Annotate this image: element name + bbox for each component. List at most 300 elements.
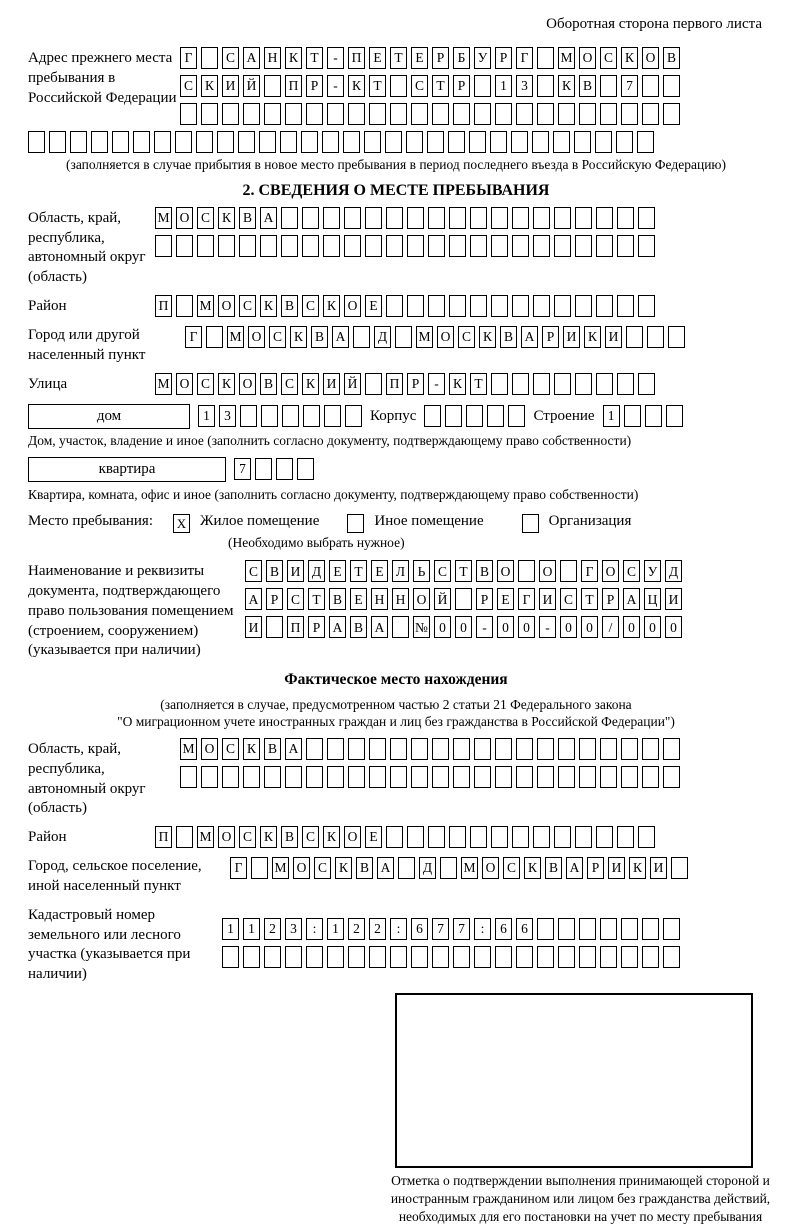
cell-row bbox=[180, 766, 680, 788]
char-cell bbox=[180, 103, 197, 125]
char-cell bbox=[428, 295, 445, 317]
fact-note-line1: (заполняется в случае, предусмотренном частью 2 статьи 21 Федерального закона bbox=[160, 697, 632, 713]
char-cell: О bbox=[482, 857, 499, 879]
char-cell bbox=[302, 235, 319, 257]
char-cell bbox=[301, 131, 318, 153]
char-cell bbox=[596, 826, 613, 848]
char-cell: Р bbox=[587, 857, 604, 879]
cell-row bbox=[245, 616, 682, 638]
char-cell bbox=[596, 207, 613, 229]
char-cell: К bbox=[524, 857, 541, 879]
char-cell bbox=[621, 918, 638, 940]
char-cell: Т bbox=[308, 588, 325, 610]
char-cell: Е bbox=[369, 47, 386, 69]
char-cell: О bbox=[248, 326, 265, 348]
char-cell bbox=[369, 738, 386, 760]
char-cell: И bbox=[323, 373, 340, 395]
char-cell bbox=[638, 373, 655, 395]
char-cell bbox=[617, 826, 634, 848]
char-cell: К bbox=[243, 738, 260, 760]
char-cell: Н bbox=[264, 47, 281, 69]
char-cell: И bbox=[222, 75, 239, 97]
char-cell: К bbox=[302, 373, 319, 395]
char-cell bbox=[466, 405, 483, 427]
char-cell: Б bbox=[453, 47, 470, 69]
char-cell: 0 bbox=[497, 616, 514, 638]
char-cell bbox=[176, 826, 193, 848]
char-cell bbox=[663, 103, 680, 125]
char-cell bbox=[407, 235, 424, 257]
char-cell bbox=[154, 131, 171, 153]
char-cell bbox=[491, 235, 508, 257]
doc-cell-rows bbox=[245, 560, 682, 638]
char-cell: В bbox=[329, 588, 346, 610]
char-cell: К bbox=[285, 47, 302, 69]
char-cell bbox=[474, 946, 491, 968]
char-cell bbox=[491, 826, 508, 848]
char-cell: 7 bbox=[234, 458, 251, 480]
char-cell bbox=[575, 373, 592, 395]
char-cell: С bbox=[281, 373, 298, 395]
char-cell: О bbox=[176, 373, 193, 395]
char-cell: 0 bbox=[518, 616, 535, 638]
char-cell: 3 bbox=[219, 405, 236, 427]
char-cell bbox=[474, 103, 491, 125]
option-label-org: Организация bbox=[548, 513, 632, 530]
char-cell: О bbox=[497, 560, 514, 582]
char-cell bbox=[369, 766, 386, 788]
char-cell bbox=[495, 766, 512, 788]
char-cell: К bbox=[348, 75, 365, 97]
char-cell: А bbox=[623, 588, 640, 610]
char-cell: Н bbox=[392, 588, 409, 610]
char-cell bbox=[155, 235, 172, 257]
char-cell bbox=[474, 766, 491, 788]
char-cell bbox=[487, 405, 504, 427]
char-cell bbox=[537, 47, 554, 69]
char-cell: П bbox=[285, 75, 302, 97]
fact-oblast-block bbox=[28, 738, 764, 819]
kvartira-caption: Квартира, комната, офис и иное (заполнить согласно документу, подтверждающему право собственности) bbox=[28, 486, 639, 502]
char-cell bbox=[600, 918, 617, 940]
char-cell bbox=[395, 326, 412, 348]
char-cell bbox=[285, 103, 302, 125]
char-cell bbox=[240, 405, 257, 427]
char-cell: Т bbox=[470, 373, 487, 395]
char-cell: М bbox=[558, 47, 575, 69]
char-cell: И bbox=[287, 560, 304, 582]
char-cell: 7 bbox=[432, 918, 449, 940]
char-cell bbox=[390, 75, 407, 97]
char-cell: О bbox=[539, 560, 556, 582]
char-cell: Е bbox=[411, 47, 428, 69]
char-cell bbox=[663, 75, 680, 97]
char-cell bbox=[537, 738, 554, 760]
char-cell bbox=[537, 766, 554, 788]
fact-note-line2: "О миграционном учете иностранных граждан и лиц без гражданства в Российской Федерации") bbox=[117, 714, 675, 730]
char-cell bbox=[264, 103, 281, 125]
char-cell: О bbox=[602, 560, 619, 582]
char-cell bbox=[638, 295, 655, 317]
char-cell bbox=[579, 946, 596, 968]
char-cell bbox=[617, 207, 634, 229]
char-cell: К bbox=[323, 826, 340, 848]
char-cell bbox=[596, 295, 613, 317]
cell-row bbox=[234, 458, 314, 480]
char-cell bbox=[642, 918, 659, 940]
char-cell: С bbox=[239, 826, 256, 848]
dom-caption: Дом, участок, владение и иное (заполнить согласно документу, подтверждающему право собственности) bbox=[28, 432, 632, 448]
char-cell: А bbox=[243, 47, 260, 69]
char-cell bbox=[560, 560, 577, 582]
char-cell: К bbox=[449, 373, 466, 395]
fact-oblast-cell-rows bbox=[180, 738, 680, 788]
fact-title: Фактическое место нахождения bbox=[284, 671, 508, 689]
char-cell: К bbox=[201, 75, 218, 97]
char-cell: А bbox=[377, 857, 394, 879]
char-cell: П bbox=[287, 616, 304, 638]
char-cell: О bbox=[293, 857, 310, 879]
char-cell bbox=[558, 738, 575, 760]
doc-label: Наименование и реквизиты документа, подтверждающего право пользования помещением (строением, сооружением) (указывается при наличии) bbox=[28, 563, 234, 659]
char-cell: И bbox=[245, 616, 262, 638]
char-cell: Й bbox=[243, 75, 260, 97]
char-cell: Г bbox=[516, 47, 533, 69]
char-cell: А bbox=[566, 857, 583, 879]
char-cell: А bbox=[245, 588, 262, 610]
char-cell: Г bbox=[185, 326, 202, 348]
char-cell bbox=[470, 235, 487, 257]
char-cell: Ц bbox=[644, 588, 661, 610]
char-cell bbox=[201, 47, 218, 69]
char-cell bbox=[390, 766, 407, 788]
fact-raion-label: Район bbox=[28, 829, 67, 846]
char-cell: О bbox=[218, 295, 235, 317]
char-cell: 3 bbox=[516, 75, 533, 97]
char-cell: 1 bbox=[327, 918, 344, 940]
char-cell bbox=[343, 131, 360, 153]
char-cell bbox=[386, 235, 403, 257]
dom-type-box: дом bbox=[28, 404, 190, 429]
char-cell: О bbox=[344, 826, 361, 848]
char-cell bbox=[495, 946, 512, 968]
char-cell bbox=[671, 857, 688, 879]
char-cell bbox=[180, 766, 197, 788]
char-cell: Р bbox=[306, 75, 323, 97]
confirmation-stamp-area bbox=[395, 993, 753, 1168]
char-cell bbox=[663, 766, 680, 788]
char-cell: - bbox=[327, 75, 344, 97]
char-cell bbox=[554, 373, 571, 395]
cell-row bbox=[185, 326, 685, 348]
char-cell: Т bbox=[350, 560, 367, 582]
char-cell bbox=[424, 405, 441, 427]
char-cell: С bbox=[503, 857, 520, 879]
char-cell bbox=[365, 373, 382, 395]
char-cell: К bbox=[558, 75, 575, 97]
cell-row bbox=[180, 103, 680, 125]
char-cell bbox=[624, 405, 641, 427]
prev-address-label: Адрес прежнего места пребывания в Российской Федерации bbox=[28, 50, 177, 106]
char-cell bbox=[511, 131, 528, 153]
char-cell bbox=[448, 131, 465, 153]
char-cell: В bbox=[545, 857, 562, 879]
char-cell bbox=[554, 826, 571, 848]
char-cell: П bbox=[386, 373, 403, 395]
char-cell: 7 bbox=[621, 75, 638, 97]
cell-row bbox=[180, 75, 680, 97]
char-cell bbox=[558, 103, 575, 125]
char-cell: С bbox=[287, 588, 304, 610]
char-cell: В bbox=[663, 47, 680, 69]
char-cell bbox=[537, 103, 554, 125]
char-cell bbox=[574, 131, 591, 153]
char-cell: Е bbox=[350, 588, 367, 610]
cell-row bbox=[230, 857, 688, 879]
char-cell bbox=[276, 458, 293, 480]
option-label-inoe: Иное помещение bbox=[374, 513, 484, 530]
char-cell bbox=[512, 373, 529, 395]
char-cell bbox=[348, 738, 365, 760]
char-cell bbox=[407, 826, 424, 848]
char-cell: Д bbox=[665, 560, 682, 582]
char-cell: К bbox=[335, 857, 352, 879]
char-cell: К bbox=[629, 857, 646, 879]
char-cell: М bbox=[227, 326, 244, 348]
char-cell bbox=[432, 738, 449, 760]
char-cell bbox=[516, 738, 533, 760]
char-cell: : bbox=[390, 918, 407, 940]
char-cell bbox=[432, 766, 449, 788]
char-cell bbox=[238, 131, 255, 153]
char-cell bbox=[600, 766, 617, 788]
char-cell bbox=[642, 946, 659, 968]
char-cell bbox=[469, 131, 486, 153]
char-cell: Т bbox=[455, 560, 472, 582]
char-cell bbox=[558, 946, 575, 968]
char-cell: 1 bbox=[243, 918, 260, 940]
char-cell: Р bbox=[476, 588, 493, 610]
fact-gorod-label: Город, сельское поселение, иной населенный пункт bbox=[28, 858, 202, 894]
char-cell bbox=[327, 103, 344, 125]
cell-row bbox=[245, 588, 682, 610]
char-cell bbox=[645, 405, 662, 427]
char-cell bbox=[91, 131, 108, 153]
char-cell: О bbox=[437, 326, 454, 348]
char-cell bbox=[222, 766, 239, 788]
char-cell: К bbox=[584, 326, 601, 348]
oblast-label: Область, край, республика, автономный округ (область) bbox=[28, 209, 146, 286]
char-cell bbox=[663, 946, 680, 968]
char-cell: И bbox=[539, 588, 556, 610]
char-cell: И bbox=[563, 326, 580, 348]
char-cell: С bbox=[302, 295, 319, 317]
char-cell bbox=[348, 766, 365, 788]
char-cell bbox=[445, 405, 462, 427]
checkbox-inoe bbox=[347, 514, 364, 533]
char-cell bbox=[666, 405, 683, 427]
char-cell bbox=[306, 738, 323, 760]
char-cell bbox=[616, 131, 633, 153]
char-cell: С bbox=[197, 373, 214, 395]
char-cell: Е bbox=[329, 560, 346, 582]
char-cell bbox=[369, 103, 386, 125]
char-cell: М bbox=[272, 857, 289, 879]
char-cell: Р bbox=[407, 373, 424, 395]
char-cell: 6 bbox=[411, 918, 428, 940]
char-cell: С bbox=[239, 295, 256, 317]
char-cell: / bbox=[602, 616, 619, 638]
cell-row bbox=[180, 47, 680, 69]
prev-address-block bbox=[28, 47, 764, 125]
char-cell: Т bbox=[390, 47, 407, 69]
char-cell bbox=[281, 235, 298, 257]
char-cell bbox=[579, 103, 596, 125]
char-cell bbox=[432, 946, 449, 968]
char-cell bbox=[344, 207, 361, 229]
char-cell bbox=[596, 373, 613, 395]
char-cell bbox=[470, 295, 487, 317]
stamp-caption: Отметка о подтверждении выполнения принимающей стороной и иностранным гражданином или лицом без гражданства действий, необходимых для его постановки на учет по месту пребывания bbox=[390, 1172, 771, 1225]
char-cell: 0 bbox=[434, 616, 451, 638]
char-cell: Д bbox=[419, 857, 436, 879]
raion-block bbox=[28, 295, 764, 317]
char-cell bbox=[386, 295, 403, 317]
char-cell: О bbox=[176, 207, 193, 229]
char-cell: Р bbox=[308, 616, 325, 638]
char-cell bbox=[537, 946, 554, 968]
char-cell: - bbox=[428, 373, 445, 395]
char-cell: 2 bbox=[369, 918, 386, 940]
char-cell bbox=[264, 75, 281, 97]
char-cell bbox=[537, 75, 554, 97]
char-cell bbox=[554, 207, 571, 229]
char-cell bbox=[386, 826, 403, 848]
char-cell bbox=[428, 235, 445, 257]
char-cell bbox=[407, 207, 424, 229]
char-cell bbox=[558, 766, 575, 788]
char-cell bbox=[474, 738, 491, 760]
char-cell bbox=[428, 207, 445, 229]
char-cell: Д bbox=[308, 560, 325, 582]
char-cell: О bbox=[218, 826, 235, 848]
char-cell bbox=[385, 131, 402, 153]
char-cell: М bbox=[461, 857, 478, 879]
char-cell bbox=[512, 826, 529, 848]
char-cell bbox=[533, 235, 550, 257]
char-cell: Й bbox=[434, 588, 451, 610]
char-cell: Г bbox=[180, 47, 197, 69]
char-cell: В bbox=[476, 560, 493, 582]
char-cell: П bbox=[348, 47, 365, 69]
char-cell: К bbox=[260, 295, 277, 317]
char-cell: - bbox=[327, 47, 344, 69]
char-cell: Г bbox=[230, 857, 247, 879]
char-cell bbox=[508, 405, 525, 427]
char-cell bbox=[285, 946, 302, 968]
cell-row bbox=[222, 918, 680, 940]
char-cell: М bbox=[416, 326, 433, 348]
char-cell: 0 bbox=[644, 616, 661, 638]
char-cell bbox=[512, 235, 529, 257]
char-cell bbox=[638, 235, 655, 257]
char-cell bbox=[647, 326, 664, 348]
char-cell: С bbox=[222, 738, 239, 760]
char-cell: В bbox=[281, 826, 298, 848]
char-cell bbox=[306, 103, 323, 125]
char-cell bbox=[642, 738, 659, 760]
char-cell bbox=[201, 103, 218, 125]
char-cell: С bbox=[458, 326, 475, 348]
char-cell: Г bbox=[518, 588, 535, 610]
fact-oblast-label: Область, край, республика, автономный округ (область) bbox=[28, 741, 146, 817]
char-cell: Г bbox=[581, 560, 598, 582]
char-cell: В bbox=[500, 326, 517, 348]
char-cell: 0 bbox=[455, 616, 472, 638]
char-cell: 1 bbox=[198, 405, 215, 427]
checkbox-org bbox=[522, 514, 539, 533]
char-cell bbox=[175, 131, 192, 153]
char-cell: С bbox=[600, 47, 617, 69]
char-cell bbox=[303, 405, 320, 427]
char-cell: С bbox=[197, 207, 214, 229]
char-cell bbox=[518, 560, 535, 582]
char-cell bbox=[411, 766, 428, 788]
char-cell: В bbox=[356, 857, 373, 879]
char-cell: О bbox=[344, 295, 361, 317]
char-cell bbox=[617, 373, 634, 395]
char-cell bbox=[579, 738, 596, 760]
char-cell bbox=[222, 946, 239, 968]
char-cell bbox=[455, 588, 472, 610]
char-cell: 6 bbox=[516, 918, 533, 940]
char-cell bbox=[365, 235, 382, 257]
char-cell bbox=[490, 131, 507, 153]
char-cell: : bbox=[306, 918, 323, 940]
char-cell bbox=[516, 103, 533, 125]
char-cell bbox=[537, 918, 554, 940]
char-cell: М bbox=[155, 207, 172, 229]
char-cell: В bbox=[350, 616, 367, 638]
char-cell: К bbox=[260, 826, 277, 848]
char-cell: Е bbox=[365, 826, 382, 848]
char-cell: Р bbox=[542, 326, 559, 348]
char-cell bbox=[392, 616, 409, 638]
char-cell bbox=[390, 103, 407, 125]
stroenie-label: Строение bbox=[533, 407, 595, 424]
char-cell: В bbox=[260, 373, 277, 395]
char-cell bbox=[621, 103, 638, 125]
char-cell bbox=[533, 207, 550, 229]
cell-row bbox=[155, 295, 655, 317]
char-cell: Р bbox=[495, 47, 512, 69]
char-cell: Н bbox=[371, 588, 388, 610]
kvartira-type-box: квартира bbox=[28, 457, 226, 482]
char-cell bbox=[595, 131, 612, 153]
char-cell: С bbox=[269, 326, 286, 348]
char-cell bbox=[516, 946, 533, 968]
char-cell: В bbox=[239, 207, 256, 229]
char-cell: Р bbox=[266, 588, 283, 610]
section2-title: 2. СВЕДЕНИЯ О МЕСТЕ ПРЕБЫВАНИЯ bbox=[242, 181, 550, 199]
cell-row bbox=[180, 738, 680, 760]
dom-row bbox=[28, 404, 764, 429]
char-cell bbox=[474, 75, 491, 97]
char-cell: К bbox=[218, 207, 235, 229]
char-cell: П bbox=[155, 826, 172, 848]
char-cell bbox=[255, 458, 272, 480]
kvartira-row bbox=[28, 457, 764, 482]
